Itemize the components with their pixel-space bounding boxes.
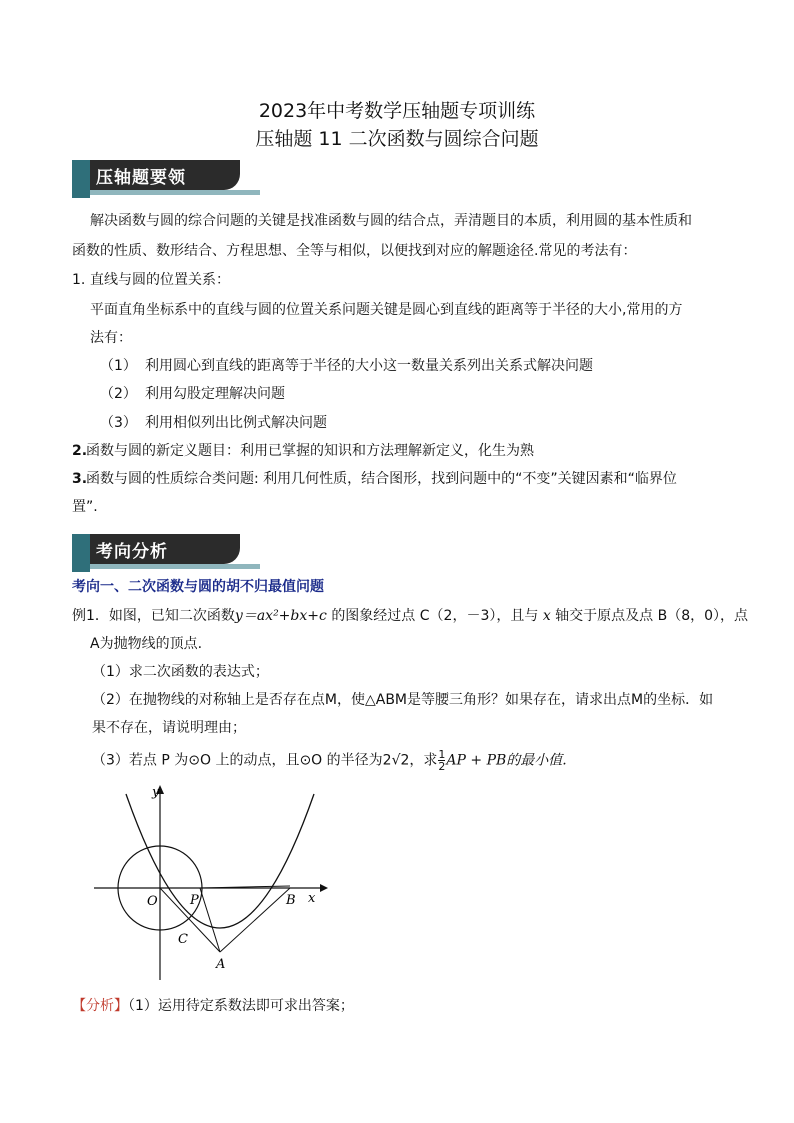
question-3-b: ，求: [409, 752, 438, 769]
example-line1-a: 例1．如图，已知二次函数: [72, 608, 235, 624]
intro-p1-line2: 函数的性质、数形结合、方程思想、全等与相似，以便找到对应的解题途径.常见的考法有：: [72, 243, 637, 259]
segment-ab: [220, 888, 290, 952]
label-b: B: [286, 893, 296, 908]
label-x: x: [308, 891, 316, 906]
segment-pa: [200, 888, 220, 952]
label-y: y: [152, 785, 160, 800]
example-line1-b: 的图象经过点: [331, 608, 416, 624]
example-line1: [72, 606, 748, 626]
doc-title-line1: 2023年中考数学压轴题专项训练: [258, 100, 536, 122]
banner-analysis: [72, 534, 242, 572]
example-point-c: C（2，－3），且与: [419, 608, 539, 624]
banner-key-points-label: 压轴题要领: [96, 168, 186, 188]
analysis-tag: 【分析】: [72, 998, 128, 1014]
question-3-c: AP + PB的最小值.: [446, 752, 567, 769]
example-point-b: B（8，0），点: [657, 608, 749, 624]
question-2-line2: 果不存在，请说明理由；: [92, 720, 246, 736]
doc-title-line2: 压轴题 11 二次函数与圆综合问题: [255, 128, 539, 150]
fraction-denominator: 2: [438, 760, 446, 773]
sub2-text: 利用勾股定理解决问题: [145, 386, 285, 402]
item3-text-line2: 置”.: [72, 499, 98, 515]
item3-number: 3.: [72, 471, 88, 487]
analysis-line: [72, 996, 354, 1016]
question-3: [92, 749, 567, 772]
radius-value: 2√2: [382, 752, 410, 769]
x-axis-arrow: [320, 884, 328, 892]
example-line1-d: 轴交于原点及点: [555, 608, 654, 624]
geometry-figure: [90, 780, 340, 990]
item3-text-line1: 函数与圆的性质综合类问题: 利用几何性质，结合图形，找到问题中的“不变”关键因素和“临界位: [86, 471, 677, 487]
item1-desc-line1: 平面直角坐标系中的直线与圆的位置关系问题关键是圆心到直线的距离等于半径的大小,常用的方: [90, 302, 683, 318]
sub2-number: （2）: [100, 386, 137, 402]
question-1: （1）求二次函数的表达式；: [92, 664, 269, 680]
intro-p1-line1: 解决函数与圆的综合问题的关键是找准函数与圆的结合点，弄清题目的本质，利用圆的基本性质和: [90, 213, 692, 229]
example-function: y＝ax²+bx+c: [234, 608, 327, 624]
item2-text: 函数与圆的新定义题目：利用已掌握的知识和方法理解新定义，化生为熟: [86, 443, 534, 459]
item1-number: 1.: [72, 272, 86, 288]
banner-analysis-label: 考向分析: [96, 542, 168, 562]
question-3-a: （3）若点 P 为⊙O 上的动点，且⊙O 的半径为: [92, 752, 383, 769]
label-p: P: [190, 893, 199, 908]
sub3-text: 利用相似列出比例式解决问题: [145, 415, 327, 431]
example-x-var: x: [542, 608, 551, 624]
label-c: C: [178, 932, 188, 947]
sub1-text: 利用圆心到直线的距离等于半径的大小这一数量关系列出关系式解决问题: [145, 358, 593, 374]
sub3-number: （3）: [100, 415, 137, 431]
item2-number: 2.: [72, 443, 88, 459]
section-title: 考向一、二次函数与圆的胡不归最值问题: [72, 579, 324, 595]
label-a: A: [216, 957, 226, 972]
banner-key-points: [72, 160, 242, 198]
label-o: O: [147, 894, 158, 909]
fraction-numerator: 1: [438, 748, 446, 761]
analysis-text: （1）运用待定系数法即可求出答案；: [128, 998, 354, 1014]
example-line2: A为抛物线的顶点.: [90, 636, 203, 652]
question-2-line1: （2）在抛物线的对称轴上是否存在点M，使△ABM是等腰三角形？如果存在，请求出点M的坐标．如: [92, 692, 714, 708]
item1-title: 直线与圆的位置关系：: [90, 272, 230, 288]
item1-desc-line2: 法有：: [90, 330, 132, 346]
fraction-half: [438, 749, 445, 772]
sub1-number: （1）: [100, 358, 137, 374]
